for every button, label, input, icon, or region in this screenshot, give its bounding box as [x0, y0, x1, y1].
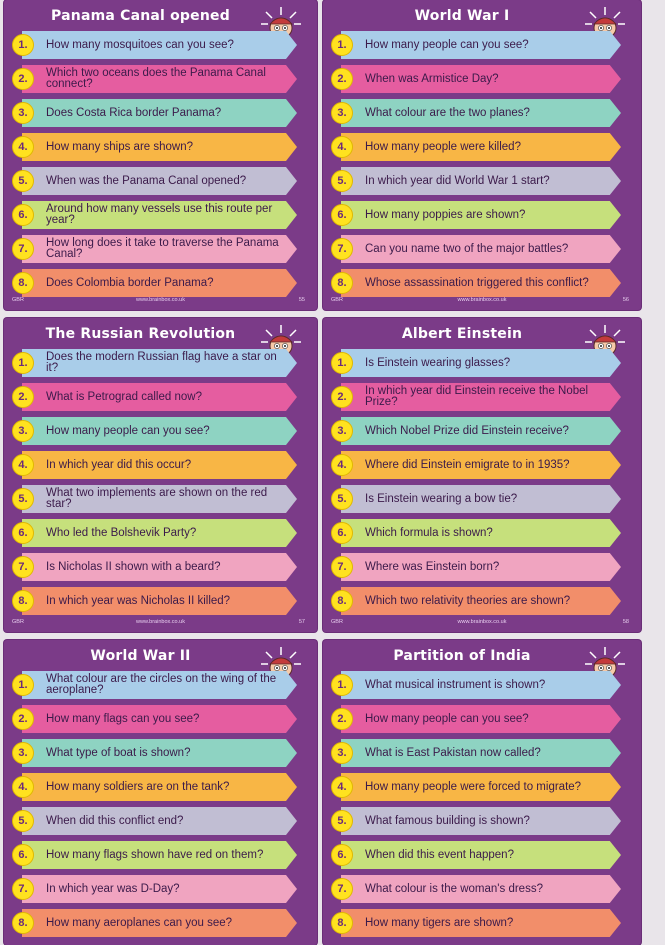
question-number-badge: 2.: [331, 708, 353, 730]
card-footer-code: GBR: [331, 297, 343, 303]
question-row: [331, 875, 621, 903]
card-footer-website: www.brainbox.co.uk: [457, 619, 507, 625]
question-number-badge: 5.: [331, 488, 353, 510]
question-number-badge: 8.: [12, 590, 34, 612]
question-text: How many ships are shown?: [46, 140, 194, 153]
question-row: [331, 31, 621, 59]
card-footer-code: GBR: [12, 297, 24, 303]
question-number-badge: 6.: [331, 522, 353, 544]
question-number-badge: 6.: [12, 522, 34, 544]
question-text: What is Petrograd called now?: [46, 390, 202, 403]
question-row: [331, 235, 621, 263]
question-number-badge: 4.: [12, 454, 34, 476]
card-footer-code: GBR: [12, 619, 24, 625]
question-row: [331, 739, 621, 767]
question-number-badge: 3.: [331, 420, 353, 442]
quiz-card: [4, 318, 317, 632]
question-row: [12, 201, 297, 229]
question-number-badge: 7.: [331, 878, 353, 900]
question-number-badge: 8.: [12, 272, 34, 294]
question-text: Which Nobel Prize did Einstein receive?: [365, 424, 569, 437]
question-row: [12, 705, 297, 733]
question-row: [331, 587, 621, 615]
card-title: Panama Canal opened: [51, 8, 230, 24]
question-row: [12, 773, 297, 801]
question-text: Is Einstein wearing glasses?: [365, 356, 511, 369]
question-text: Can you name two of the major battles?: [365, 242, 569, 255]
question-text: When was the Panama Canal opened?: [46, 174, 247, 187]
question-text: Whose assassination triggered this conflict?: [365, 276, 589, 289]
question-text: How many tigers are shown?: [365, 916, 514, 929]
card-footer-website: www.brainbox.co.uk: [136, 619, 185, 625]
question-text: Where was Einstein born?: [365, 560, 500, 573]
question-text: How many mosquitoes can you see?: [46, 38, 234, 51]
question-row: [331, 349, 621, 377]
question-number-badge: 2.: [12, 386, 34, 408]
question-number-badge: 5.: [331, 170, 353, 192]
question-text: Which two oceans does the Panama Canal connect?: [46, 67, 266, 90]
question-number-badge: 6.: [331, 844, 353, 866]
question-number-badge: 4.: [12, 136, 34, 158]
question-number-badge: 5.: [331, 810, 353, 832]
question-row: [12, 417, 297, 445]
question-number-badge: 7.: [331, 556, 353, 578]
question-row: [331, 841, 621, 869]
question-text: How many aeroplanes can you see?: [46, 916, 233, 929]
question-text: What is East Pakistan now called?: [365, 746, 541, 759]
question-number-badge: 6.: [12, 844, 34, 866]
card-footer: [4, 619, 317, 629]
question-number-badge: 3.: [331, 102, 353, 124]
question-row: [12, 167, 297, 195]
question-row: [12, 553, 297, 581]
question-row: [12, 875, 297, 903]
question-row: [331, 451, 621, 479]
question-number-badge: 2.: [12, 68, 34, 90]
question-number-badge: 2.: [12, 708, 34, 730]
question-number-badge: 7.: [12, 556, 34, 578]
question-number-badge: 4.: [331, 136, 353, 158]
question-number-badge: 8.: [331, 590, 353, 612]
question-text: Is Nicholas II shown with a beard?: [46, 560, 221, 573]
question-row: [12, 739, 297, 767]
question-number-badge: 1.: [331, 34, 353, 56]
card-footer-number: 55: [298, 297, 305, 303]
question-number-badge: 3.: [12, 742, 34, 764]
question-text: When did this conflict end?: [46, 814, 184, 827]
question-text: In which year did this occur?: [46, 458, 192, 471]
question-number-badge: 2.: [331, 386, 353, 408]
question-text: What colour are the two planes?: [365, 106, 530, 119]
question-text: How many poppies are shown?: [365, 208, 526, 221]
question-row: [331, 269, 621, 297]
card-footer-code: GBR: [331, 619, 343, 625]
card-title: World War I: [414, 8, 510, 24]
question-text: In which year did World War 1 start?: [365, 174, 550, 187]
card-title: World War II: [90, 648, 191, 664]
question-text: Where did Einstein emigrate to in 1935?: [365, 458, 570, 471]
question-text: How many people were forced to migrate?: [365, 780, 582, 793]
card-title: Albert Einstein: [401, 326, 523, 342]
question-number-badge: 8.: [331, 272, 353, 294]
question-text: How many flags shown have red on them?: [46, 848, 264, 861]
question-row: [331, 65, 621, 93]
question-text: Around how many vessels use this route per year?: [46, 203, 273, 226]
question-text: Does the modern Russian flag have a star on it?: [46, 351, 277, 374]
question-row: [12, 349, 297, 377]
question-row: [12, 235, 297, 263]
question-number-badge: 7.: [12, 238, 34, 260]
question-row: [331, 417, 621, 445]
question-row: [331, 201, 621, 229]
question-text: In which year was D-Day?: [46, 882, 180, 895]
question-text: Is Einstein wearing a bow tie?: [365, 492, 518, 505]
card-title: The Russian Revolution: [45, 326, 236, 342]
question-number-badge: 6.: [331, 204, 353, 226]
card-footer-number: 56: [622, 297, 629, 303]
question-number-badge: 3.: [12, 102, 34, 124]
question-row: [331, 553, 621, 581]
card-footer-website: www.brainbox.co.uk: [136, 297, 185, 303]
question-number-badge: 7.: [331, 238, 353, 260]
question-row: [331, 383, 621, 411]
question-row: [331, 909, 621, 937]
question-text: Which formula is shown?: [365, 526, 493, 539]
question-row: [12, 807, 297, 835]
question-number-badge: 7.: [12, 878, 34, 900]
question-text: How many people can you see?: [46, 424, 210, 437]
question-text: What two implements are shown on the red star?: [46, 487, 268, 510]
question-row: [12, 269, 297, 297]
question-text: Which two relativity theories are shown?: [365, 594, 571, 607]
question-text: How many people can you see?: [365, 712, 529, 725]
question-text: Does Colombia border Panama?: [46, 276, 214, 289]
card-title: Partition of India: [393, 648, 531, 664]
question-row: [331, 705, 621, 733]
question-row: [331, 167, 621, 195]
question-row: [12, 451, 297, 479]
question-text: How many people can you see?: [365, 38, 529, 51]
question-row: [331, 133, 621, 161]
card-footer-number: 57: [298, 619, 305, 625]
question-number-badge: 8.: [12, 912, 34, 934]
question-row: [331, 485, 621, 513]
question-number-badge: 5.: [12, 810, 34, 832]
card-footer: [323, 297, 641, 307]
question-row: [12, 519, 297, 547]
question-text: When did this event happen?: [365, 848, 514, 861]
question-text: What musical instrument is shown?: [365, 678, 546, 691]
question-row: [331, 671, 621, 699]
question-number-badge: 4.: [12, 776, 34, 798]
question-text: What colour are the circles on the wing of the aeroplane?: [46, 673, 277, 696]
question-number-badge: 1.: [12, 674, 34, 696]
question-row: [12, 909, 297, 937]
question-text: How long does it take to traverse the Panama Canal?: [46, 237, 279, 260]
question-row: [12, 65, 297, 93]
question-row: [12, 133, 297, 161]
quiz-card: [4, 640, 317, 945]
question-row: [12, 671, 297, 699]
question-text: How many people were killed?: [365, 140, 521, 153]
question-number-badge: 3.: [331, 742, 353, 764]
question-row: [12, 587, 297, 615]
question-number-badge: 1.: [331, 674, 353, 696]
question-text: What colour is the woman's dress?: [365, 882, 543, 895]
question-row: [12, 841, 297, 869]
question-text: How many soldiers are on the tank?: [46, 780, 230, 793]
question-text: In which year was Nicholas II killed?: [46, 594, 231, 607]
question-number-badge: 1.: [12, 352, 34, 374]
question-row: [331, 99, 621, 127]
question-text: Who led the Bolshevik Party?: [46, 526, 197, 539]
card-footer: [4, 297, 317, 307]
question-number-badge: 5.: [12, 488, 34, 510]
question-number-badge: 1.: [331, 352, 353, 374]
question-text: Does Costa Rica border Panama?: [46, 106, 222, 119]
question-number-badge: 2.: [331, 68, 353, 90]
question-text: When was Armistice Day?: [365, 72, 499, 85]
card-footer-website: www.brainbox.co.uk: [457, 297, 507, 303]
quiz-card: [323, 0, 641, 310]
question-row: [12, 383, 297, 411]
question-number-badge: 3.: [12, 420, 34, 442]
quiz-card: [323, 318, 641, 632]
question-row: [331, 773, 621, 801]
question-row: [12, 99, 297, 127]
question-number-badge: 1.: [12, 34, 34, 56]
question-number-badge: 8.: [331, 912, 353, 934]
question-text: What type of boat is shown?: [46, 746, 191, 759]
question-row: [331, 807, 621, 835]
question-number-badge: 4.: [331, 776, 353, 798]
question-row: [12, 485, 297, 513]
question-text: In which year did Einstein receive the Nobel Prize?: [365, 385, 589, 408]
question-text: What famous building is shown?: [365, 814, 530, 827]
quiz-card: [323, 640, 641, 945]
card-footer-number: 58: [622, 619, 629, 625]
card-footer: [323, 619, 641, 629]
question-row: [12, 31, 297, 59]
question-row: [331, 519, 621, 547]
question-number-badge: 5.: [12, 170, 34, 192]
quiz-card: [4, 0, 317, 310]
question-text: How many flags can you see?: [46, 712, 200, 725]
question-number-badge: 6.: [12, 204, 34, 226]
question-number-badge: 4.: [331, 454, 353, 476]
